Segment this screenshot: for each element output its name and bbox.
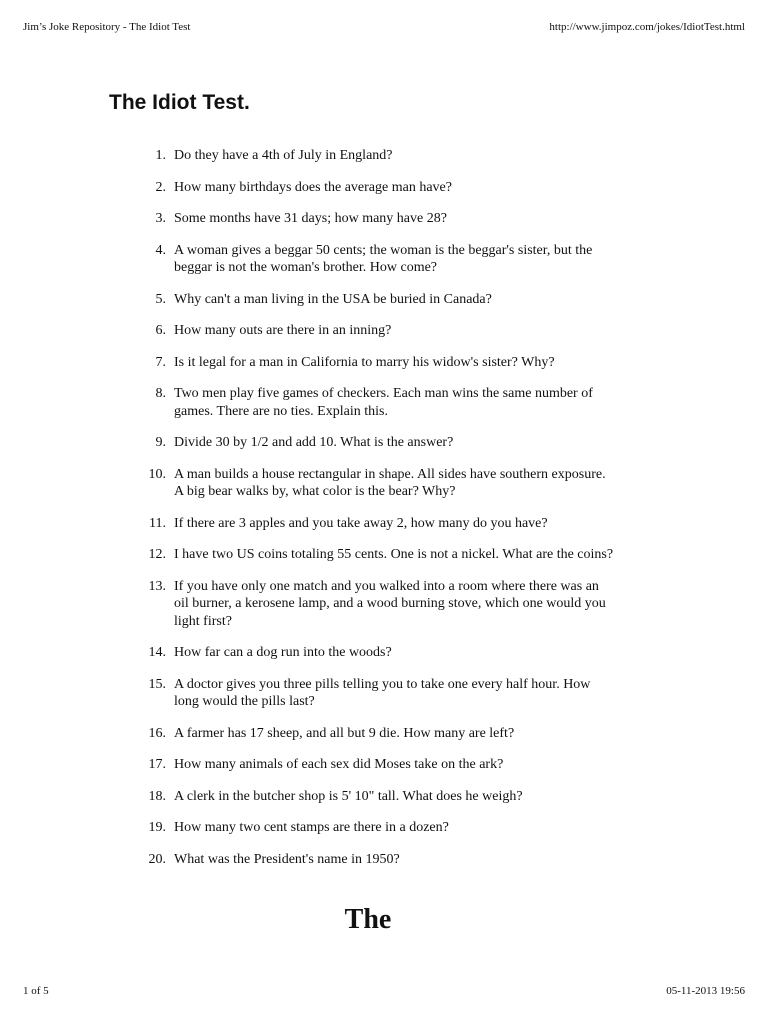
question-number: 6. [155, 323, 166, 338]
question-item [145, 578, 615, 631]
question-text: How many outs are there in an inning? [174, 323, 392, 338]
footer-page-count: 1 of 5 [23, 985, 49, 997]
question-number: 1. [155, 148, 166, 163]
print-header [23, 20, 745, 36]
question-item [145, 546, 615, 564]
question-number: 16. [148, 725, 166, 741]
question-item [145, 242, 615, 277]
question-text: If there are 3 apples and you take away 2, how many do you have? [174, 515, 548, 531]
page-title: The Idiot Test. [109, 91, 250, 114]
question-item [145, 179, 615, 197]
question-number: 15. [148, 676, 166, 692]
question-item [145, 147, 615, 165]
footer-datetime: 05-11-2013 19:56 [666, 985, 745, 997]
question-text: A farmer has 17 sheep, and all but 9 die. How many are left? [174, 725, 515, 741]
question-text: I have two US coins totaling 55 cents. One is not a nickel. What are the coins? [174, 547, 614, 562]
question-item [145, 676, 615, 711]
question-text: How many two cent stamps are there in a dozen? [174, 820, 449, 835]
question-list [145, 147, 615, 882]
print-footer [23, 984, 745, 1000]
question-item [145, 851, 615, 869]
question-item [145, 515, 615, 533]
question-number: 19. [148, 820, 166, 835]
question-number: 9. [155, 435, 166, 450]
question-text: A woman gives a beggar 50 cents; the woman is the beggar's sister, but the beggar is not the woman's brother. How come? [174, 242, 593, 275]
question-item [145, 210, 615, 228]
question-item [145, 291, 615, 309]
question-text: Why can't a man living in the USA be buried in Canada? [174, 291, 492, 307]
question-text: How many birthdays does the average man have? [174, 179, 452, 195]
question-number: 11. [149, 515, 166, 531]
question-number: 14. [148, 645, 166, 660]
question-number: 17. [148, 757, 166, 772]
question-text: How many animals of each sex did Moses take on the ark? [174, 757, 504, 772]
question-text: A doctor gives you three pills telling you to take one every half hour. How long would the pills last? [174, 676, 591, 709]
header-page-title: Jim’s Joke Repository - The Idiot Test [23, 21, 191, 33]
question-item [145, 725, 615, 743]
question-text: If you have only one match and you walked into a room where there was an oil burner, a kerosene lamp, and a wood burning stove, which one would you light first? [174, 578, 606, 629]
question-text: Two men play five games of checkers. Each man wins the same number of games. There are no ties. Explain this. [174, 386, 593, 419]
question-text: Some months have 31 days; how many have 28? [174, 211, 447, 226]
question-text: What was the President's name in 1950? [174, 851, 400, 867]
question-number: 20. [148, 851, 166, 867]
question-item [145, 644, 615, 662]
question-text: A clerk in the butcher shop is 5' 10" tall. What does he weigh? [174, 788, 523, 804]
question-number: 8. [155, 386, 166, 401]
question-item [145, 354, 615, 372]
question-text: A man builds a house rectangular in shape. All sides have southern exposure. A big bear walks by, what color is the bear? Why? [174, 466, 606, 499]
header-url[interactable]: http://www.jimpoz.com/jokes/IdiotTest.html [549, 21, 745, 33]
question-number: 5. [155, 291, 166, 307]
question-item [145, 385, 615, 420]
question-text: Do they have a 4th of July in England? [174, 148, 393, 163]
question-number: 13. [148, 578, 166, 594]
question-item [145, 322, 615, 340]
question-number: 10. [148, 466, 166, 482]
question-text: Divide 30 by 1/2 and add 10. What is the answer? [174, 435, 454, 450]
continued-heading: The [344, 904, 392, 935]
question-number: 3. [155, 211, 166, 226]
question-number: 2. [155, 179, 166, 195]
question-number: 18. [148, 788, 166, 804]
question-item [145, 466, 615, 501]
question-item [145, 819, 615, 837]
question-number: 12. [148, 547, 166, 562]
question-item [145, 756, 615, 774]
question-text: Is it legal for a man in California to marry his widow's sister? Why? [174, 354, 555, 370]
question-number: 7. [155, 354, 166, 370]
question-text: How far can a dog run into the woods? [174, 645, 392, 660]
question-item [145, 434, 615, 452]
question-item [145, 788, 615, 806]
question-number: 4. [155, 242, 166, 258]
